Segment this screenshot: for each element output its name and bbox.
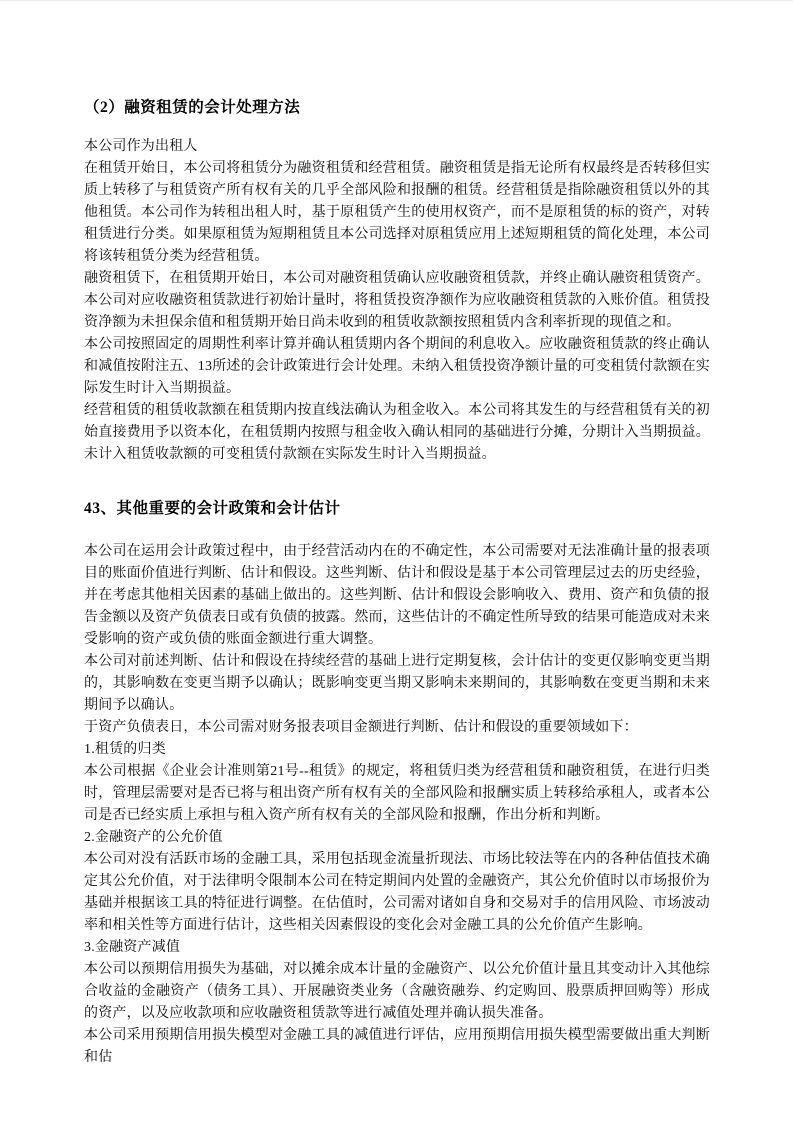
paragraph-interest-income: 本公司按照固定的周期性利率计算并确认租赁期内各个期间的利息收入。应收融资租赁款的终止确认和减值按附注五、13所述的会计政策进行会计处理。未纳入租赁投资净额计量的可变租赁付款额在实际发生时计入当期损益。: [84, 337, 710, 396]
paragraph-finance-lease-recognition: 融资租赁下，在租赁期开始日，本公司对融资租赁确认应收融资租赁款，并终止确认融资租赁资产。本公司对应收融资租赁款进行初始计量时，将租赁投资净额作为应收融资租赁款的入账价值。租赁投资净额为未担保余值和租赁期开始日尚未收到的租赁收款额按照租赁内含利率折现的现值之和。: [84, 271, 710, 330]
paragraph-operating-lease-income: 经营租赁的租赁收款额在租赁期内按直线法确认为租金收入。本公司将其发生的与经营租赁有关的初始直接费用予以资本化，在租赁期内按照与租金收入确认相同的基础进行分摊，分期计入当期损益。未计入租赁收款额的可变租赁付款额在实际发生时计入当期损益。: [84, 403, 710, 462]
subheading-financial-asset-impairment: 3.金融资产减值: [84, 940, 181, 955]
section-heading-other-policies-estimates: 43、其他重要的会计政策和会计估计: [84, 500, 341, 517]
subheading-fair-value: 2.金融资产的公允价值: [84, 830, 223, 845]
paragraph-lease-classification: 在租赁开始日，本公司将租赁分为融资租赁和经营租赁。融资租赁是指无论所有权最终是否转移但实质上转移了与租赁资产所有权有关的几乎全部风险和报酬的租赁。经营租赁是指除融资租赁以外的其他租赁。本公司作为转租出租人时，基于原租赁产生的使用权资产，而不是原租赁的标的资产，对转租赁进行分类。如果原租赁为短期租赁且本公司选择对原租赁应用上述短期租赁的简化处理，本公司将该转租赁分类为经营租赁。: [84, 161, 710, 264]
paragraph-expected-credit-loss-scope: 本公司以预期信用损失为基础，对以摊余成本计量的金融资产、以公允价值计量且其变动计入其他综合收益的金融资产（债务工具）、开展融资类业务（含融资融券、约定购回、股票质押回购等）形成的资产，以及应收款项和应收融资租赁款等进行减值处理并确认损失准备。: [84, 962, 710, 1021]
paragraph-lease-classification-judgement: 本公司根据《企业会计准则第21号--租赁》的规定，将租赁归类为经营租赁和融资租赁，在进行归类时，管理层需要对是否已将与租出资产所有权有关的全部风险和报酬实质上转移给承租人，或者本公司是否已经实质上承担与租入资产所有权有关的全部风险和报酬，作出分析和判断。: [84, 764, 710, 823]
paragraph-key-areas-intro: 于资产负债表日，本公司需对财务报表项目金额进行判断、估计和假设的重要领域如下：: [84, 720, 638, 735]
paragraph-estimates-uncertainty: 本公司在运用会计政策过程中，由于经营活动内在的不确定性，本公司需要对无法准确计量的报表项目的账面价值进行判断、估计和假设。这些判断、估计和假设是基于本公司管理层过去的历史经验，并在考虑其他相关因素的基础上做出的。这些判断、估计和假设会影响收入、费用、资产和负债的报告金额以及资产负债表日或有负债的披露。然而，这些估计的不确定性所导致的结果可能造成对未来受影响的资产或负债的账面金额进行重大调整。: [84, 544, 710, 647]
paragraph-lessor-intro: 本公司作为出租人: [84, 139, 198, 154]
paragraph-periodic-review: 本公司对前述判断、估计和假设在持续经营的基础上进行定期复核，会计估计的变更仅影响变更当期的，其影响数在变更当期予以确认；既影响变更当期又影响未来期间的，其影响数在变更当期和未来期间予以确认。: [84, 654, 710, 713]
paragraph-fair-value-valuation: 本公司对没有活跃市场的金融工具，采用包括现金流量折现法、市场比较法等在内的各种估值技术确定其公允价值，对于法律明令限制本公司在特定期间内处置的金融资产，其公允价值时以市场报价为基础并根据该工具的特征进行调整。在估值时，公司需对诸如自身和交易对手的信用风险、市场波动率和相关性等方面进行估计，这些相关因素假设的变化会对金融工具的公允价值产生影响。: [84, 852, 710, 933]
paragraph-ecl-model: 本公司采用预期信用损失模型对金融工具的减值进行评估，应用预期信用损失模型需要做出重大判断和估: [84, 1028, 710, 1065]
subheading-lease-classification: 1.租赁的归类: [84, 742, 166, 757]
page-content: [0, 1, 793, 1069]
section-heading-finance-lease-accounting: （2）融资租赁的会计处理方法: [84, 99, 301, 116]
